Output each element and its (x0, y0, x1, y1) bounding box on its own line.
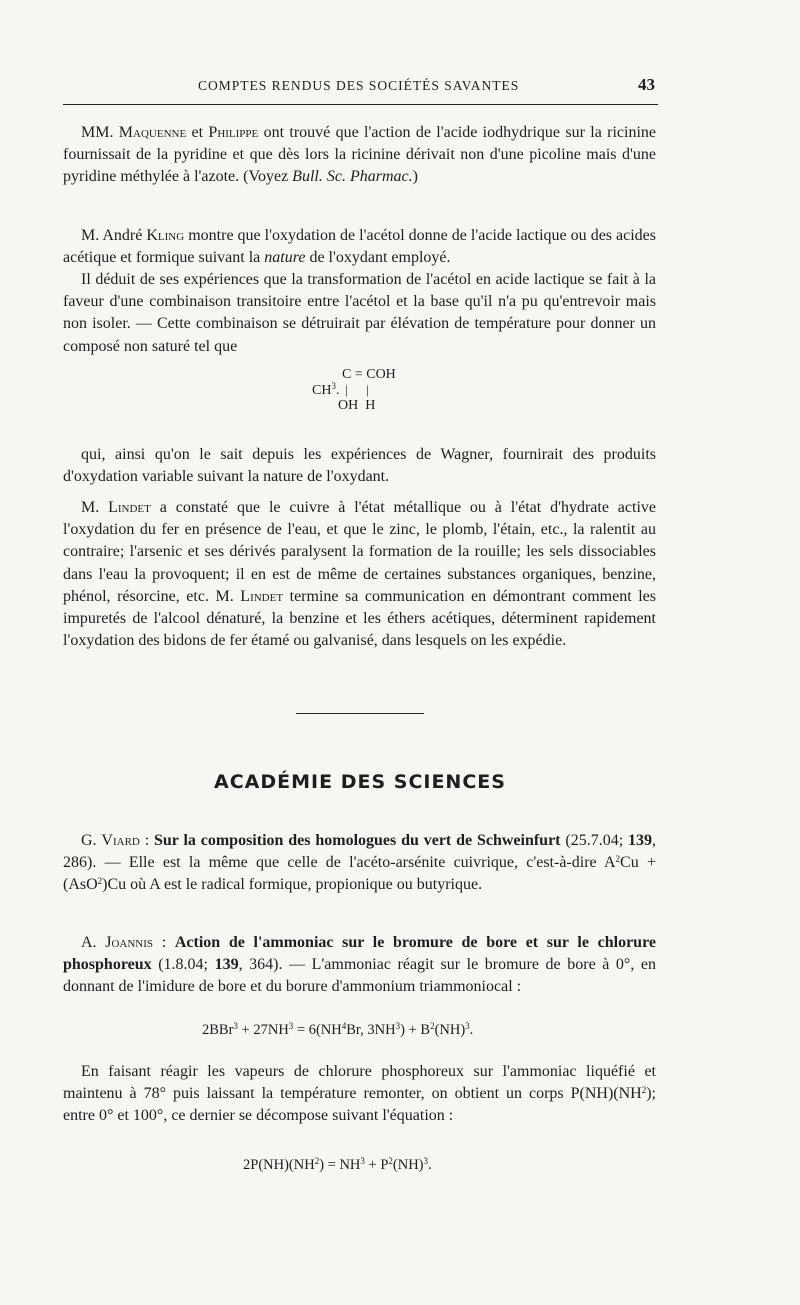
article-title-viard: Sur la composition des homologues du vert de Schweinfurt (154, 832, 561, 849)
author-philippe: Philippe (208, 124, 259, 141)
formula-bromure: $2BBr^3 + 27NH^3 = 6(NH^4Br$, $3NH^3) + B^2(NH)^3$. (202, 1021, 474, 1038)
running-header (198, 75, 658, 94)
paragraph-kling: M. André Kling montre que l'oxydation de l'acétol donne de l'acide lactique ou des acides acétique et formique suivant la nature de l'oxydant employé. (63, 227, 657, 267)
reference-bull: Bull. Sc. Pharmac. (292, 168, 413, 186)
author-lindet: Lindet (108, 499, 151, 516)
paragraph-maquenne: MM. Maquenne et Philippe ont trouvé que l'action de l'acide iodhydrique sur la ricinine fournissait de la pyridine et que dès lors la ricinine dérivait non d'une picoline mais d'une pyridine méthylée à l'azote. (Voyez Bull. Sc. Pharmac.) (63, 124, 657, 186)
author-viard: Viard (101, 832, 140, 849)
article-title-joannis: Action de l'ammoniac sur le bromure de bore et sur le chlorure phosphoreux (63, 934, 656, 974)
author-maquenne: Maquenne (118, 124, 187, 141)
author-joannis: Joannis (105, 934, 154, 951)
paragraph-joannis: A. Joannis : Action de l'ammoniac sur le bromure de bore et sur le chlorure phosphoreux (1.8.04; 139, 364). — L'ammoniac réagit sur le bromure de bore à 0°, en donnant de l'imidure de bore et du borure d'ammonium triammoniocal : (63, 934, 656, 996)
header-rule (63, 104, 658, 105)
running-title: COMPTES RENDUS DES SOCIÉTÉS SAVANTES (198, 78, 520, 93)
paragraph-viard: G. Viard : Sur la composition des homologues du vert de Schweinfurt (25.7.04; 139, 286). — Elle est la même que celle de l'acéto-arsénite cuivrique, c'est-à-dire $A^2Cu + (AsO^2)Cu$ où A est le radical formique, propionique ou butyrique. (63, 832, 656, 894)
paragraph-chlorure: En faisant réagir les vapeurs de chlorure phosphoreux sur l'ammoniac liquéfié et maintenu à 78° puis laissant la température remonter, on obtient un corps $P(NH)(NH^2)$; entre 0° et 100°, ce dernier se décompose suivant l'équation : (63, 1063, 656, 1125)
section-divider (296, 713, 424, 714)
paragraph-wagner: qui, ainsi qu'on le sait depuis les expériences de Wagner, fournirait des produits d'oxydation variable suivant la nature de l'oxydant. (63, 446, 656, 486)
section-title: ACADÉMIE DES SCIENCES (214, 771, 506, 793)
paragraph-lindet: M. Lindet a constaté que le cuivre à l'état métallique ou à l'état d'hydrate active l'oxydation du fer en présence de l'eau, et que le zinc, le plomb, l'étain, etc., la ralentit au contraire; l'arsenic et ses dérivés paralysent la formation de la rouille; les sels dissociables dans l'eau la provoquent; il en est de même de certaines substances organiques, benzine, phénol, résorcine, etc. M. Lindet termine sa communication en démontrant comment les impuretés de l'alcool dénaturé, la benzine et les éthers acétiques, déterminent rapidement l'oxydation des bidons de fer étamé ou galvanisé, dans lesquels on les expédie. (63, 499, 657, 650)
paragraph-kling-2: Il déduit de ses expériences que la transformation de l'acétol en acide lactique se fait à la faveur d'une combinaison transitoire entre l'acétol et la base qu'il n'a pu qu'entrevoir mais non isoler. — Cette combinaison se détruirait par élévation de température pour donner un composé non saturé tel que (63, 271, 656, 355)
author-kling: Kling (146, 227, 185, 244)
formula-phosphoreux: $2P(NH)(NH^2) = NH^3 + P^2(NH)^3$. (243, 1156, 432, 1173)
document-page: COMPTES RENDUS DES SOCIÉTÉS SAVANTES 43 MM. Maquenne et Philippe ont trouvé que l'action de l'acide iodhydrique sur la ricinine fournissait de la pyridine et que dès lors la ricinine dérivait non d'une picoline mais d'une pyridine méthylée à l'azote. (Voyez Bull. Sc. Pharmac.) M. André Kling montre que l'oxydation de l'acétol donne de l'acide lactique ou des acides acétique et formique suivant la nature de l'oxydant employé. Il déduit de ses expériences que la transformation de l'acétol en acide lactique se fait à la faveur d'une combinaison transitoire entre l'acétol et la base qu'il n'a pu qu'entrevoir mais non isoler. — Cette combinaison se détruirait par élévation de température pour donner un composé non saturé tel que C = COH $CH^3$. | | OH H qui, ainsi qu'on le sait depuis les expériences de Wagner, fournirait des produits d'oxydation variable suivant la nature de l'oxydant. M. Lindet a constaté que le cuivre à l'état métallique ou à l'état d'hydrate active l'oxydation du fer en présence de l'eau, et que le zinc, le plomb, l'étain, etc., la ralentit au contraire; l'arsenic et ses dérivés paralysent la formation de la rouille; les sels dissociables dans l'eau la provoquent; il en est de même de certaines substances organiques, benzine, phénol, résorcine, etc. M. Lindet termine sa communication en démontrant comment les impuretés de l'alcool dénaturé, la benzine et les éthers acétiques, déterminent rapidement l'oxydation des bidons de fer étamé ou galvanisé, dans lesquels on les expédie. ACADÉMIE DES SCIENCES G. Viard : Sur la composition des homologues du vert de Schweinfurt (25.7.04; 139, 286). — Elle est la même que celle de l'acéto-arsénite cuivrique, c'est-à-dire $A^2Cu + (AsO^2)Cu$ où A est le radical formique, propionique ou butyrique. A. Joannis : Action de l'ammoniac sur le bromure de bore et sur le chlorure phosphoreux (1.8.04; 139, 364). — L'ammoniac réagit sur le bromure de bore à 0°, en donnant de l'imidure de bore et du borure d'ammonium triammoniocal : $2BBr^3 + 27NH^3 = 6(NH^4Br$, $3NH^3) + B^2(NH)^3$. En faisant réagir les vapeurs de chlorure phosphoreux sur l'ammoniac liquéfié et maintenu à 78° puis laissant la température remonter, on obtient un corps $P(NH)(NH^2)$; entre 0° et 100°, ce dernier se décompose suivant l'équation : $2P(NH)(NH^2) = NH^3 + P^2(NH)^3$. (0, 0, 800, 1305)
page-number: 43 (638, 75, 655, 94)
